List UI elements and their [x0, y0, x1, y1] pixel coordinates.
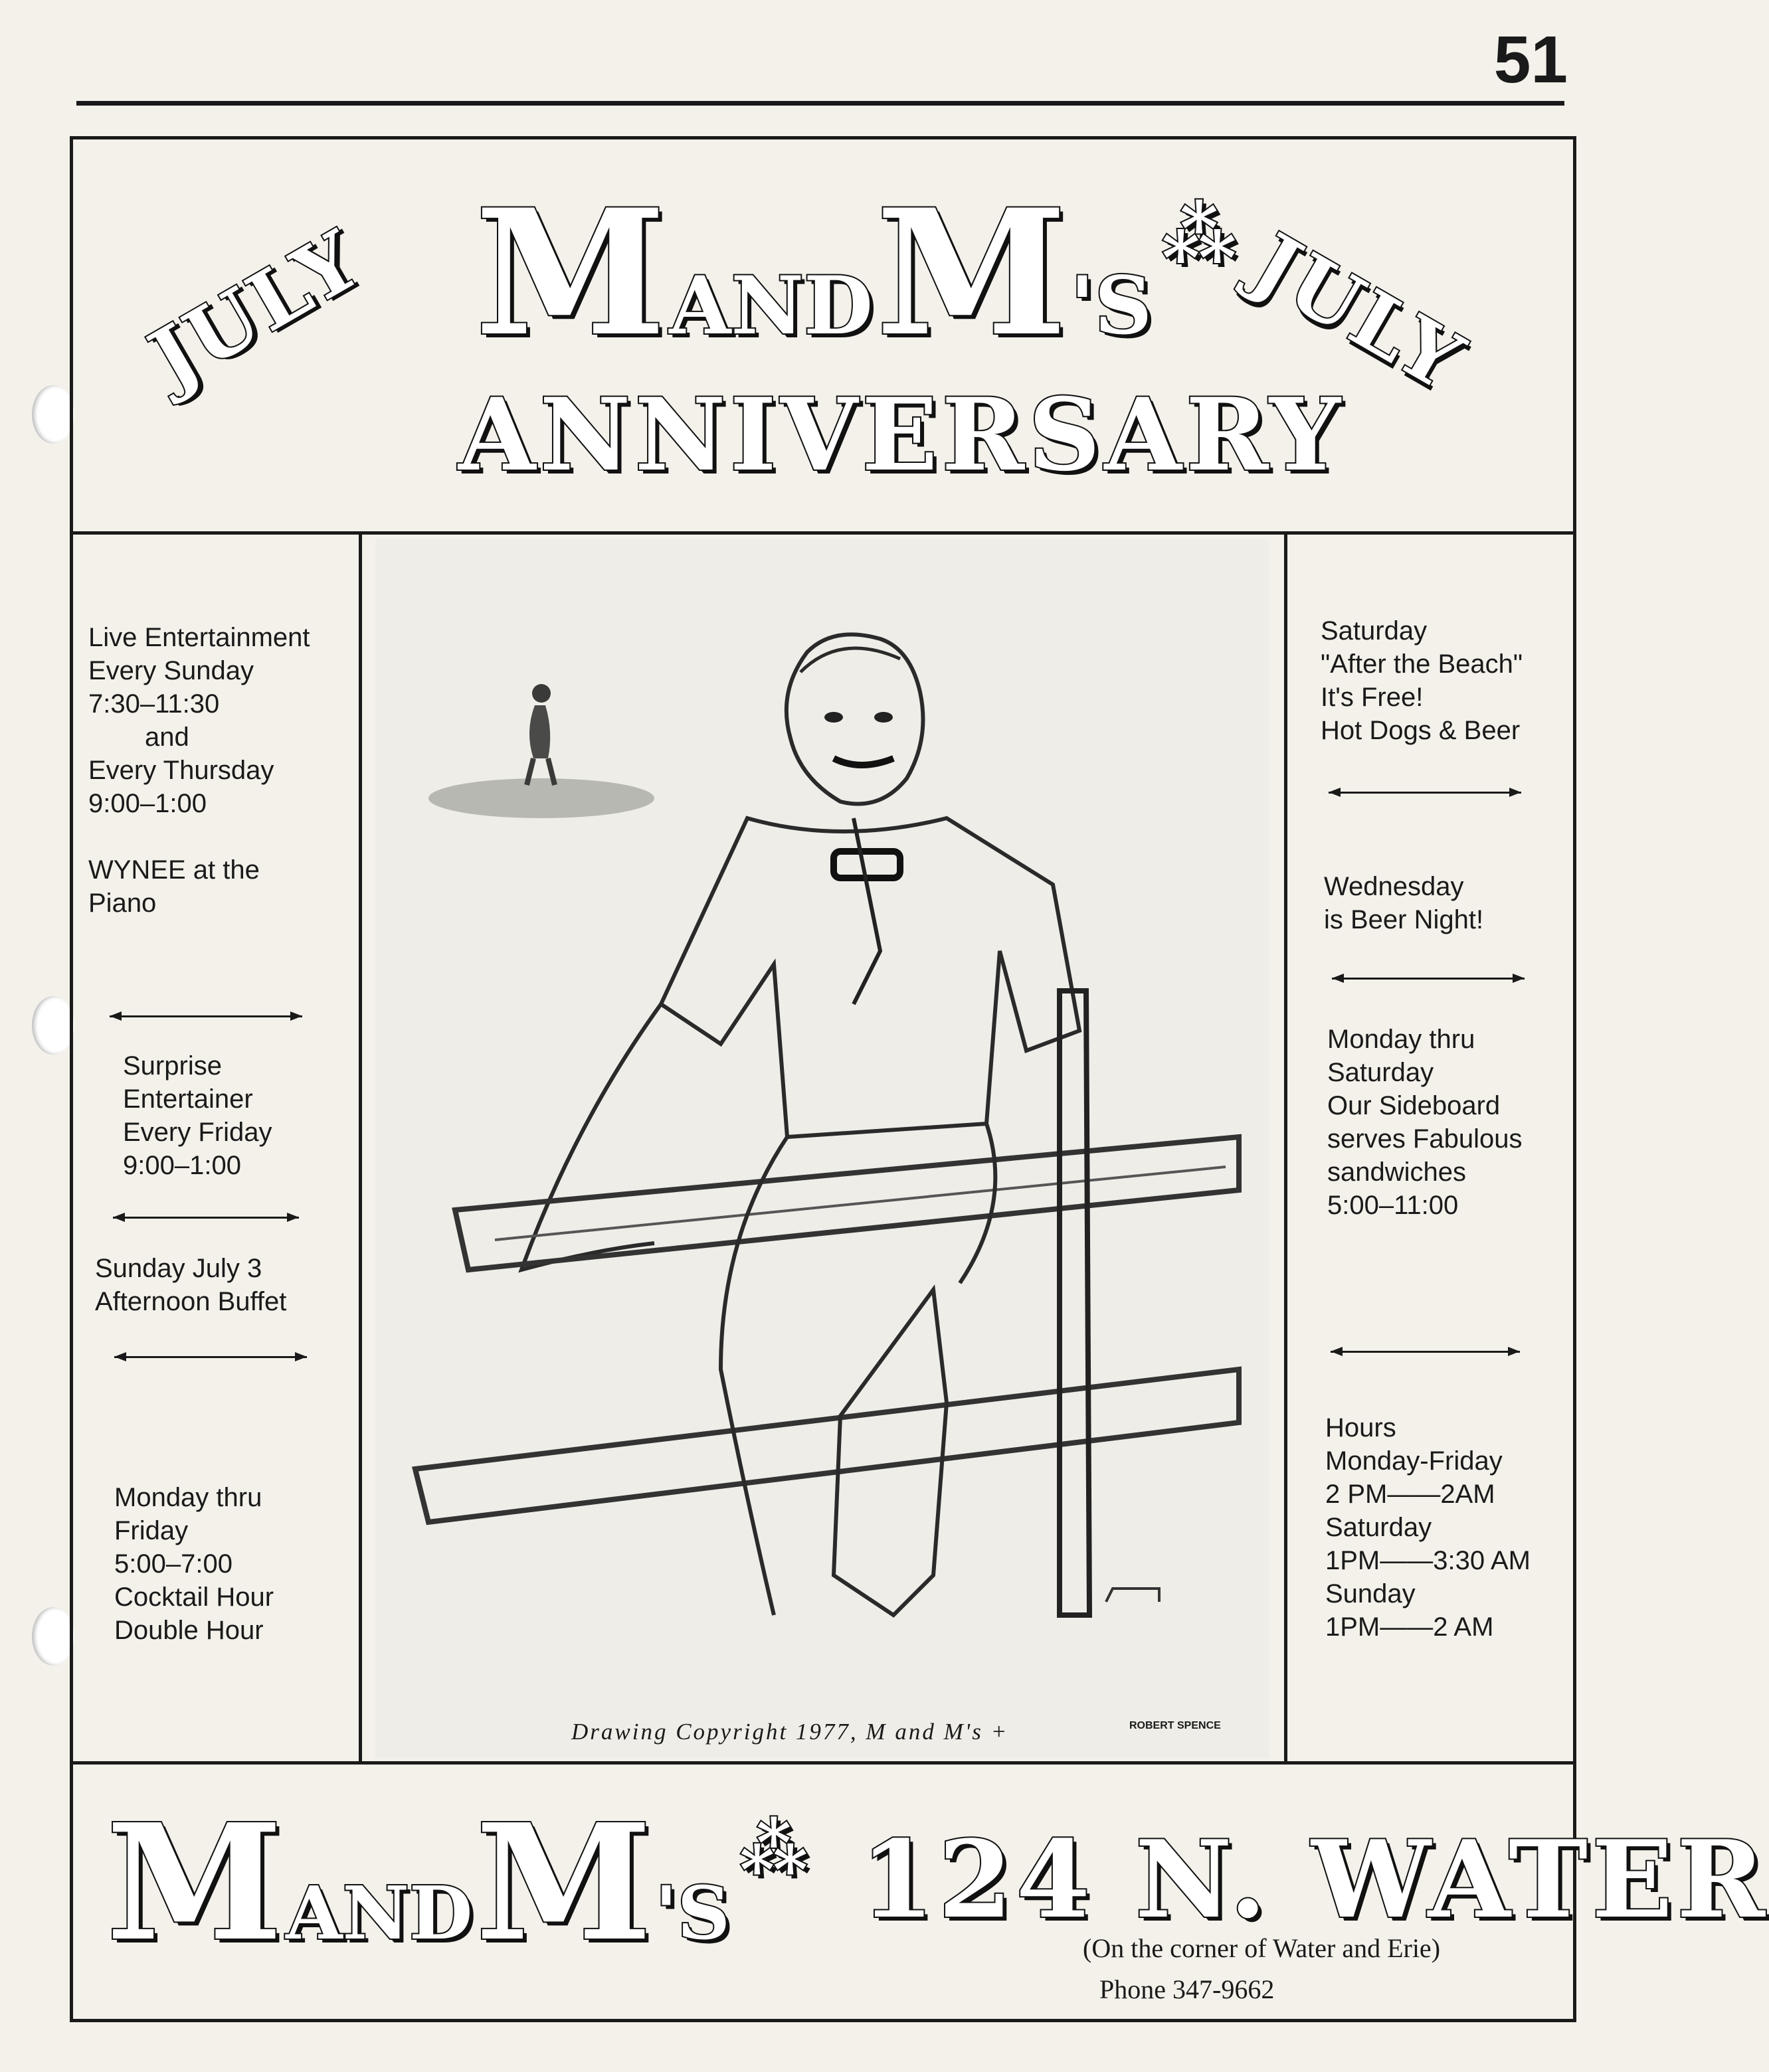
brand-s: 'S — [1070, 259, 1153, 353]
right-block-sideboard: Monday thru Saturday Our Sideboard serves Fabulous sandwiches 5:00–11:00 — [1327, 1025, 1523, 1220]
double-arrow — [114, 1350, 307, 1363]
anniversary-title: ANNIVERSARY — [458, 377, 1345, 493]
corner-note: (On the corner of Water and Erie) — [1083, 1933, 1441, 1963]
ornament-icon: ⁂ — [739, 1810, 808, 1888]
brand-m1: M — [106, 1789, 283, 1976]
drawing-illustration — [375, 539, 1269, 1758]
left-column-divider — [359, 531, 362, 1765]
left-block-cocktail: Monday thru Friday 5:00–7:00 Cocktail Hour Double Hour — [114, 1483, 274, 1645]
left-block-entertainment: Live Entertainment Every Sunday 7:30–11:30 and Every Thursday 9:00–1:00 — [88, 623, 310, 818]
left-block-piano: WYNEE at the Piano — [88, 855, 260, 918]
brand-s: 'S — [655, 1870, 731, 1956]
street-address: 124 N. WATER — [860, 1817, 1769, 1942]
footer-divider — [70, 1761, 1576, 1765]
right-column-divider — [1284, 531, 1287, 1765]
double-arrow — [110, 1009, 302, 1023]
phone-number: Phone 347-9662 — [1099, 1974, 1275, 2004]
brand-m2: M — [475, 1789, 652, 1976]
double-arrow — [1332, 972, 1525, 985]
double-arrow — [113, 1211, 299, 1224]
double-arrow — [1331, 1345, 1520, 1358]
top-rule — [76, 101, 1564, 106]
pencil-drawing — [375, 539, 1269, 1758]
left-block-buffet: Sunday July 3 Afternoon Buffet — [95, 1254, 287, 1316]
binder-hole — [32, 996, 74, 1055]
right-block-beach: Saturday "After the Beach" It's Free! Hot Dogs & Beer — [1321, 616, 1523, 745]
brand-m1: M — [475, 172, 666, 375]
header-divider — [70, 531, 1576, 535]
binder-hole — [32, 1607, 74, 1666]
brand-m2: M — [876, 172, 1068, 375]
right-block-beer-night: Wednesday is Beer Night! — [1324, 872, 1484, 934]
july-right-title: JULY — [1237, 215, 1480, 410]
july-left-title: JULY — [134, 212, 377, 406]
binder-hole — [32, 385, 74, 444]
double-arrow — [1329, 786, 1521, 799]
ornament-icon: ⁂ — [1161, 192, 1237, 278]
right-block-hours: Hours Monday-Friday 2 PM——2AM Saturday 1PM——3:30 AM Sunday 1PM——2 AM — [1325, 1413, 1531, 1642]
brand-logo-bottom — [106, 1789, 808, 1976]
brand-and: AND — [669, 259, 874, 353]
brand-and: AND — [286, 1870, 473, 1956]
page-number: 51 — [1493, 23, 1568, 97]
left-block-surprise: Surprise Entertainer Every Friday 9:00–1:00 — [123, 1051, 272, 1180]
drawing-caption: Drawing Copyright 1977, M and M's + — [571, 1719, 1009, 1745]
artist-signature: ROBERT SPENCE — [1129, 1720, 1221, 1731]
brand-logo-top — [475, 172, 1237, 375]
